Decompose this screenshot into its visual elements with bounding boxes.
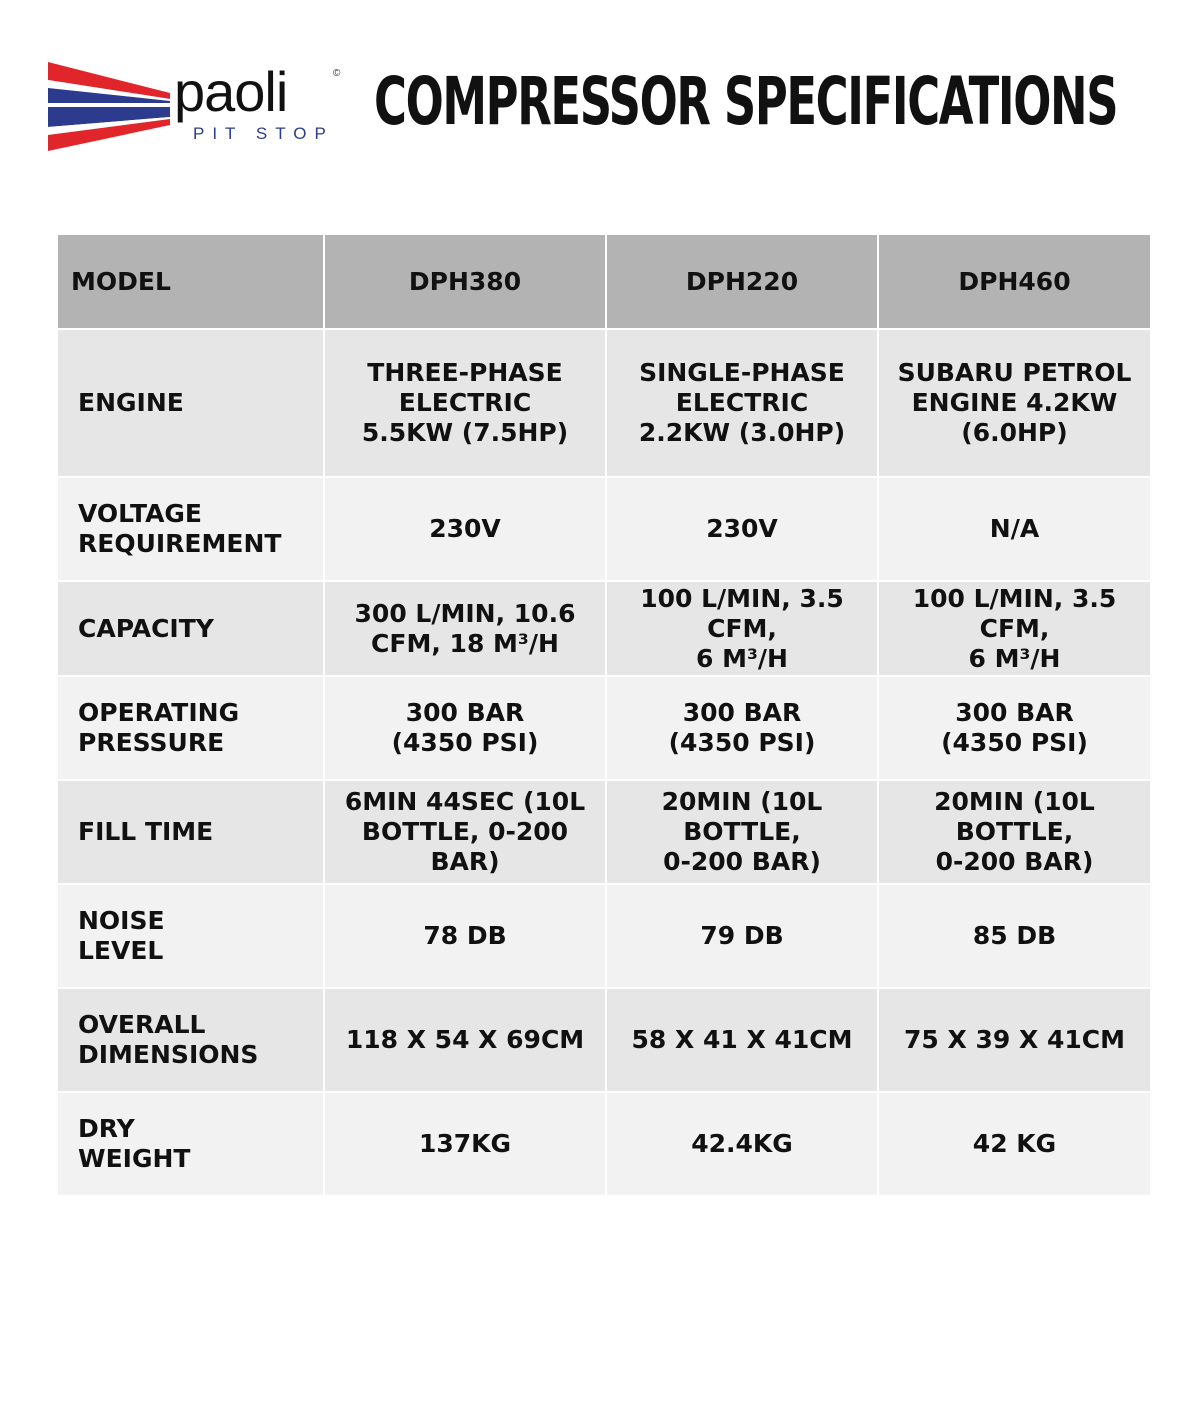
- paoli-pit-stop-logo: [48, 58, 348, 158]
- table-cell: 20MIN (10L BOTTLE, 0-200 BAR): [607, 781, 877, 883]
- header-cell-dph220: DPH220: [607, 235, 877, 328]
- table-cell: 79 DB: [607, 885, 877, 987]
- table-cell: 300 BAR (4350 PSI): [607, 677, 877, 779]
- row-label: OVERALL DIMENSIONS: [58, 989, 323, 1091]
- logo-stripes-icon: [48, 58, 178, 153]
- table-cell: 300 BAR (4350 PSI): [879, 677, 1150, 779]
- table-cell: 100 L/MIN, 3.5 CFM, 6 M³/H: [607, 582, 877, 675]
- table-cell: 85 DB: [879, 885, 1150, 987]
- table-cell: N/A: [879, 478, 1150, 580]
- table-cell: 100 L/MIN, 3.5 CFM, 6 M³/H: [879, 582, 1150, 675]
- table-cell: SINGLE-PHASE ELECTRIC 2.2KW (3.0HP): [607, 330, 877, 476]
- table-cell: THREE-PHASE ELECTRIC 5.5KW (7.5HP): [325, 330, 605, 476]
- logo-wordmark: paoli: [174, 60, 288, 123]
- table-cell: 137KG: [325, 1093, 605, 1195]
- logo-subtitle: PIT STOP: [193, 124, 334, 143]
- table-cell: 230V: [607, 478, 877, 580]
- row-label: FILL TIME: [58, 781, 323, 883]
- table-cell: 300 BAR (4350 PSI): [325, 677, 605, 779]
- page-title: COMPRESSOR SPECIFICATIONS: [374, 63, 1118, 140]
- table-cell: 6MIN 44SEC (10L BOTTLE, 0-200 BAR): [325, 781, 605, 883]
- row-label: DRY WEIGHT: [58, 1093, 323, 1195]
- row-label: CAPACITY: [58, 582, 323, 675]
- table-cell: 230V: [325, 478, 605, 580]
- page-header: [0, 0, 1202, 180]
- row-label: VOLTAGE REQUIREMENT: [58, 478, 323, 580]
- specifications-table: [58, 235, 1150, 1195]
- header-cell-model: MODEL: [58, 235, 323, 328]
- table-cell: SUBARU PETROL ENGINE 4.2KW (6.0HP): [879, 330, 1150, 476]
- row-label: ENGINE: [58, 330, 323, 476]
- header-cell-dph460: DPH460: [879, 235, 1150, 328]
- table-cell: 118 X 54 X 69CM: [325, 989, 605, 1091]
- table-cell: 20MIN (10L BOTTLE, 0-200 BAR): [879, 781, 1150, 883]
- table-cell: 78 DB: [325, 885, 605, 987]
- table-cell: 42 KG: [879, 1093, 1150, 1195]
- row-label: NOISE LEVEL: [58, 885, 323, 987]
- table-cell: 300 L/MIN, 10.6 CFM, 18 M³/H: [325, 582, 605, 675]
- table-cell: 75 X 39 X 41CM: [879, 989, 1150, 1091]
- header-cell-dph380: DPH380: [325, 235, 605, 328]
- table-cell: 42.4KG: [607, 1093, 877, 1195]
- row-label: OPERATING PRESSURE: [58, 677, 323, 779]
- logo-copyright: ©: [333, 68, 341, 79]
- table-cell: 58 X 41 X 41CM: [607, 989, 877, 1091]
